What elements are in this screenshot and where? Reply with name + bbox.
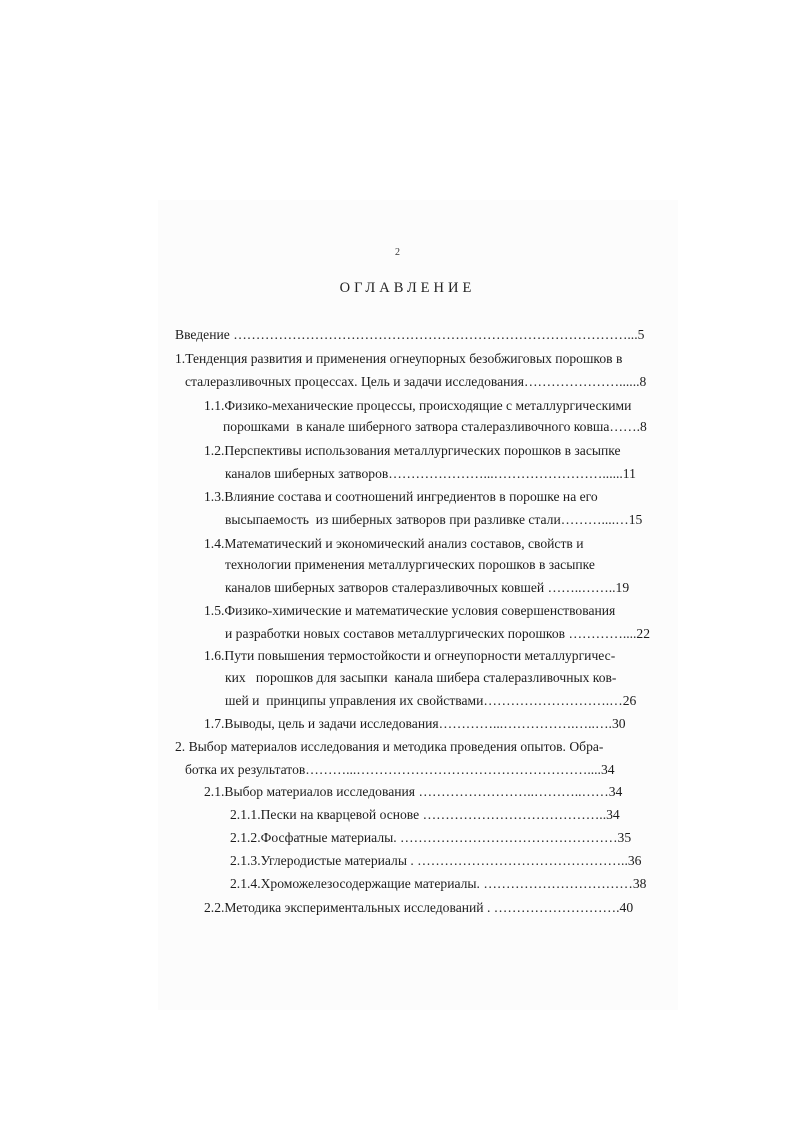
toc-entry-1-1: 1.1.Физико-механические процессы, происходящие с металлургическими [204, 398, 632, 413]
toc-entry-2-1-1: 2.1.1.Пески на кварцевой основе …………………………………..34 [230, 807, 620, 822]
toc-entry-1-6: 1.6.Пути повышения термостойкости и огнеупорности металлургичес- [204, 648, 616, 663]
toc-entry-1-4-cont2: каналов шиберных затворов сталеразливочных ковшей ……..……..19 [225, 580, 630, 595]
toc-entry-1-6-cont2: шей и принципы управления их свойствами……………………….…26 [225, 693, 637, 708]
toc-entry-1-5-cont: и разработки новых составов металлургических порошков …………....22 [225, 626, 651, 641]
toc-entry-1-4: 1.4.Математический и экономический анализ составов, свойств и [204, 536, 584, 551]
toc-entry-1-2: 1.2.Перспективы использования металлургических порошков в засыпке [204, 443, 621, 458]
toc-entry-2-1-4: 2.1.4.Хроможелезосодержащие материалы. ……………………………38 [230, 876, 647, 891]
toc-entry-1-3-cont: высыпаемость из шиберных затворов при разливке стали………....…15 [225, 512, 643, 527]
toc-entry-chapter-2-cont: ботка их результатов………...……………………………………………....34 [185, 762, 615, 777]
toc-entry-chapter-2: 2. Выбор материалов исследования и методика проведения опытов. Обра- [175, 739, 604, 754]
toc-entry-1-7: 1.7.Выводы, цель и задачи исследования…………...…………….…..….30 [204, 716, 626, 731]
toc-entry-2-1-2: 2.1.2.Фосфатные материалы. …………………………………………35 [230, 830, 632, 845]
toc-entry-chapter-1: 1.Тенденция развития и применения огнеупорных безобжиговых порошков в [175, 351, 623, 366]
toc-entry-1-6-cont: ких порошков для засыпки канала шибера сталеразливочных ков- [225, 670, 617, 685]
toc-entry-1-2-cont: каналов шиберных затворов…………………...……………………......11 [225, 466, 636, 481]
toc-entry-2-1: 2.1.Выбор материалов исследования ……………………..………..……34 [204, 784, 623, 799]
toc-entry-1-4-cont: технологии применения металлургических порошков в засыпке [225, 557, 595, 572]
toc-entry-2-1-3: 2.1.3.Углеродистые материалы . ………………………………………..36 [230, 853, 642, 868]
page-title: ОГЛАВЛЕНИЕ [339, 280, 476, 296]
toc-entry-chapter-1-cont: сталеразливочных процессах. Цель и задачи исследования…………………......8 [185, 374, 647, 389]
toc-entry-introduction: Введение ……………………………………………………………………………...5 [175, 327, 645, 342]
toc-entry-2-2: 2.2.Методика экспериментальных исследований . ……………………….40 [204, 900, 634, 915]
toc-entry-1-5: 1.5.Физико-химические и математические условия совершенствования [204, 603, 616, 618]
page-number: 2 [395, 247, 400, 258]
toc-entry-1-1-cont: порошками в канале шиберного затвора сталеразливочного ковша…….8 [223, 419, 647, 434]
toc-entry-1-3: 1.3.Влияние состава и соотношений ингредиентов в порошке на его [204, 489, 598, 504]
